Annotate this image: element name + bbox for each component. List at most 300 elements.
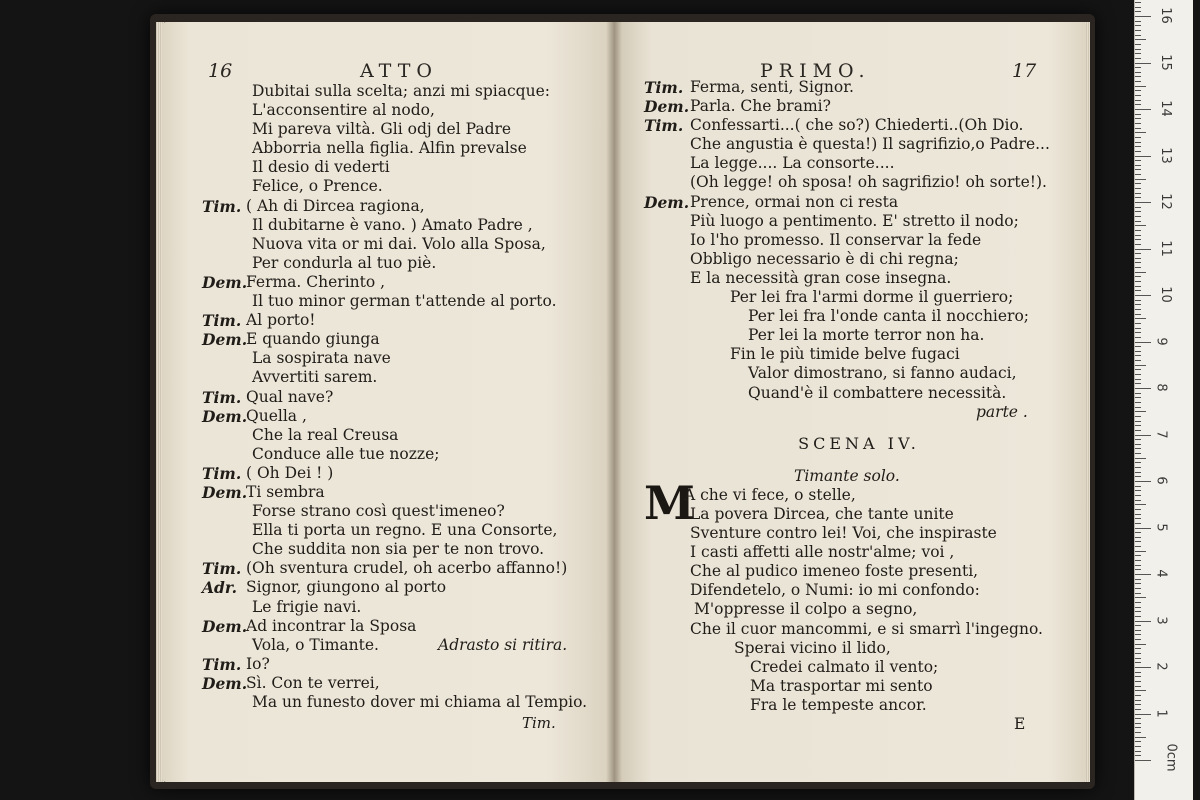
ruler-unit-label: 0cm [1163, 743, 1179, 772]
text-line [644, 288, 1074, 307]
ruler-tick [1135, 625, 1141, 626]
ruler-tick [1135, 523, 1141, 524]
text-line [644, 524, 1074, 543]
ruler-tick [1135, 258, 1141, 259]
ruler-tick [1135, 239, 1141, 240]
ruler-tick [1135, 611, 1141, 612]
ruler-tick [1135, 514, 1141, 515]
ruler-tick [1135, 546, 1141, 547]
text-line [644, 116, 1074, 135]
ruler-tick [1135, 402, 1141, 403]
page-number: 16 [208, 60, 233, 82]
ruler-tick [1135, 290, 1141, 291]
text-line [202, 483, 612, 502]
ruler-tick [1135, 718, 1141, 719]
text-line [644, 97, 1074, 116]
line-text: Forse strano così quest'imeneo? [252, 502, 505, 521]
ruler-tick [1135, 681, 1141, 682]
ruler-tick [1135, 407, 1141, 408]
text-line [644, 581, 1074, 600]
ruler-tick [1135, 262, 1141, 263]
ruler-tick [1135, 286, 1141, 287]
line-text: Parla. Che brami? [690, 97, 831, 116]
text-line [644, 620, 1074, 639]
ruler-number: 15 [1157, 53, 1173, 71]
ruler-number: 4 [1153, 569, 1169, 578]
text-line [202, 464, 612, 483]
ruler-tick [1135, 616, 1141, 617]
text-line [202, 502, 612, 521]
ruler-number: 10 [1157, 286, 1173, 303]
line-text: Che angustia è questa!) Il sagrifizio,o Padre... [690, 135, 1050, 154]
ruler-tick [1135, 658, 1141, 659]
ruler-tick [1135, 602, 1141, 603]
line-text: Ella ti porta un regno. E una Consorte, [252, 521, 558, 540]
text-line [644, 543, 1074, 562]
ruler-tick [1135, 430, 1141, 431]
ruler-tick [1135, 21, 1141, 22]
ruler-tick [1135, 532, 1141, 533]
speaker-label: Tim. [202, 463, 242, 483]
ruler-tick [1135, 151, 1141, 152]
ruler-tick [1135, 235, 1141, 236]
ruler-tick [1135, 30, 1141, 31]
ruler-tick [1135, 355, 1141, 356]
ruler-tick [1135, 690, 1146, 691]
ruler-tick [1135, 462, 1141, 463]
text-line [202, 617, 612, 636]
text-line [644, 345, 1074, 364]
text-line [202, 559, 612, 578]
line-text: La povera Dircea, che tante unite [690, 504, 954, 523]
ruler-tick [1135, 337, 1141, 338]
line-text: Confessarti...( che so?) Chiederti..(Oh Dio. [690, 116, 1024, 135]
text-line [202, 330, 612, 349]
line-text: Quella , [246, 406, 307, 425]
ruler-tick [1135, 132, 1146, 133]
ruler-tick [1135, 197, 1141, 198]
ruler-number: 1 [1153, 708, 1169, 718]
ruler-tick [1135, 72, 1141, 73]
line-text: Mi pareva viltà. Gli odj del Padre [252, 120, 512, 139]
line-text: Io l'ho promesso. Il conservar la fede [690, 230, 982, 249]
line-text: Ferma, senti, Signor. [690, 78, 854, 96]
text-line [202, 598, 612, 617]
ruler-tick [1135, 100, 1141, 101]
line-text: Sperai vicino il lido, [734, 638, 891, 657]
ruler-tick [1135, 565, 1141, 566]
ruler-tick [1135, 388, 1151, 389]
ruler-tick [1135, 486, 1141, 487]
ruler-tick [1135, 700, 1141, 701]
ruler-tick [1135, 760, 1151, 761]
ruler-tick [1135, 634, 1141, 635]
ruler-tick [1135, 221, 1141, 222]
ruler-tick [1135, 458, 1146, 459]
speaker-label: Tim. [202, 654, 242, 674]
text-line [202, 521, 612, 540]
ruler-tick [1135, 272, 1146, 273]
speaker-label: Dem. [644, 192, 690, 212]
ruler-tick [1135, 662, 1141, 663]
line-text: Fra le tempeste ancor. [750, 695, 927, 714]
line-text: ( Ah di Dircea ragiona, [246, 196, 425, 215]
ruler-tick [1135, 495, 1141, 496]
speaker-label: Tim. [644, 78, 684, 97]
line-text: ( Oh Dei ! ) [246, 463, 334, 482]
ruler-tick [1135, 751, 1141, 752]
speaker-label: Dem. [202, 330, 248, 350]
ruler-tick [1135, 188, 1141, 189]
ruler-tick [1135, 137, 1141, 138]
text-line [202, 445, 612, 464]
drop-cap: M [644, 475, 695, 530]
line-text: A che vi fece, o stelle, [684, 485, 856, 504]
ruler-tick [1135, 695, 1141, 696]
ruler-tick [1135, 411, 1146, 412]
line-text: E la necessità gran cose insegna. [690, 268, 952, 287]
line-text: Ma trasportar mi sento [750, 676, 933, 695]
ruler-tick [1135, 146, 1141, 147]
text-line [644, 562, 1074, 581]
text-line [202, 139, 612, 158]
line-text: Che suddita non sia per te non trovo. [252, 540, 545, 559]
ruler-tick [1135, 109, 1151, 110]
ruler-tick [1135, 397, 1141, 398]
ruler-tick [1135, 569, 1141, 570]
ruler-number: 2 [1153, 662, 1169, 671]
ruler-tick [1135, 86, 1146, 87]
text-line [202, 197, 612, 216]
ruler-tick [1135, 365, 1146, 366]
ruler-tick [1135, 737, 1146, 738]
ruler-tick [1135, 253, 1141, 254]
line-text: Le frigie navi. [252, 597, 362, 616]
ruler-tick [1135, 709, 1141, 710]
text-line [644, 173, 1074, 192]
ruler-tick [1135, 472, 1141, 473]
ruler-number: 6 [1153, 476, 1169, 485]
line-text: Più luogo a pentimento. E' stretto il nodo; [690, 211, 1019, 230]
line-text: Per condurla al tuo piè. [252, 253, 437, 272]
text-line [644, 696, 1074, 715]
ruler-tick [1135, 723, 1141, 724]
line-text: Difendetelo, o Numi: io mi confondo: [690, 581, 980, 600]
text-line [644, 658, 1074, 677]
line-text: Vola, o Timante. [252, 635, 379, 654]
ruler-tick [1135, 332, 1141, 333]
running-head: ATTO [360, 60, 438, 82]
line-text: La legge.... La consorte.... [690, 154, 895, 173]
text-line [202, 426, 612, 445]
text-line [202, 693, 612, 712]
ruler-number: 13 [1157, 146, 1173, 164]
ruler-tick [1135, 551, 1146, 552]
ruler-tick [1135, 35, 1141, 36]
text-line [202, 101, 612, 120]
text-line [202, 292, 612, 311]
ruler-tick [1135, 518, 1141, 519]
ruler-number: 5 [1153, 522, 1169, 532]
line-text: Per lei fra l'onde canta il nocchiero; [748, 307, 1030, 326]
text-line [644, 364, 1074, 383]
left-text-block [202, 82, 612, 712]
stage-direction: Adrasto si ritira. [438, 635, 568, 654]
text-line [202, 349, 612, 368]
ruler-tick [1135, 118, 1141, 119]
ruler-tick [1135, 304, 1141, 305]
ruler-tick [1135, 467, 1141, 468]
text-line [202, 311, 612, 330]
speaker-label: Tim. [202, 559, 242, 579]
line-text: Conduce alle tue nozze; [252, 444, 440, 463]
line-text: Ad incontrar la Sposa [246, 616, 417, 635]
line-text: Sventure contro lei! Voi, che inspiraste [690, 524, 997, 543]
measurement-ruler [1134, 0, 1193, 800]
text-line [202, 120, 612, 139]
text-line [644, 326, 1074, 345]
ruler-tick [1135, 2, 1141, 3]
ruler-tick [1135, 25, 1141, 26]
text-line [202, 388, 612, 407]
ruler-tick [1135, 704, 1141, 705]
speaker-label: Tim. [202, 196, 242, 216]
ruler-tick [1135, 267, 1141, 268]
ruler-tick [1135, 448, 1141, 449]
ruler-tick [1135, 653, 1141, 654]
line-text: Ferma. Cherinto , [246, 272, 386, 291]
ruler-tick [1135, 309, 1141, 310]
book-gutter [606, 22, 622, 782]
ruler-tick [1135, 314, 1141, 315]
ruler-tick [1135, 90, 1141, 91]
line-text: Valor dimostrano, si fanno audaci, [748, 364, 1017, 383]
line-text: L'acconsentire al nodo, [252, 101, 435, 120]
ruler-number: 9 [1153, 336, 1169, 346]
ruler-tick [1135, 230, 1141, 231]
ruler-tick [1135, 44, 1141, 45]
catchword: Tim. [522, 714, 556, 732]
ruler-number: 3 [1153, 615, 1169, 625]
text-line [644, 154, 1074, 173]
text-line [202, 177, 612, 196]
ruler-tick [1135, 342, 1151, 343]
text-line [202, 216, 612, 235]
text-line [202, 655, 612, 674]
ruler-tick [1135, 244, 1141, 245]
ruler-tick [1135, 142, 1141, 143]
ruler-tick [1135, 104, 1141, 105]
text-line [644, 505, 1074, 524]
ruler-tick [1135, 211, 1141, 212]
ruler-tick [1135, 439, 1141, 440]
ruler-tick [1135, 216, 1141, 217]
text-line [202, 273, 612, 292]
speaker-label: Dem. [202, 673, 248, 693]
ruler-tick [1135, 165, 1141, 166]
line-text: Avvertiti sarem. [252, 368, 378, 387]
ruler-tick [1135, 555, 1141, 556]
ruler-tick [1135, 444, 1141, 445]
line-text: (Oh legge! oh sposa! oh sagrifizio! oh sorte!). [690, 173, 1047, 192]
ruler-tick [1135, 160, 1141, 161]
text-line [644, 231, 1074, 250]
line-text: La sospirata nave [252, 349, 391, 368]
line-text: Che il cuor mancommi, e si smarrì l'ingegno. [690, 619, 1043, 638]
ruler-number: 12 [1157, 193, 1173, 210]
ruler-tick [1135, 425, 1141, 426]
text-line [202, 636, 612, 655]
ruler-tick [1135, 16, 1151, 17]
ruler-tick [1135, 746, 1141, 747]
ruler-tick [1135, 741, 1141, 742]
text-line [202, 407, 612, 426]
line-text: Dubitai sulla scelta; anzi mi spiacque: [252, 82, 550, 100]
ruler-tick [1135, 490, 1141, 491]
ruler-tick [1135, 481, 1151, 482]
line-text: Qual nave? [246, 387, 334, 406]
line-text: Il tuo minor german t'attende al porto. [252, 292, 557, 311]
ruler-tick [1135, 49, 1141, 50]
ruler-tick [1135, 11, 1141, 12]
scene-title: SCENA IV. [798, 433, 920, 453]
text-line [644, 486, 1074, 505]
line-text: Per lei fra l'armi dorme il guerriero; [730, 288, 1014, 307]
line-text: Prence, ormai non ci resta [690, 192, 899, 211]
line-text: Il dubitarne è vano. ) Amato Padre , [252, 215, 533, 234]
ruler-tick [1135, 114, 1141, 115]
ruler-tick [1135, 53, 1141, 54]
ruler-tick [1135, 300, 1141, 301]
line-text: Abborria nella figlia. Alfin prevalse [252, 139, 527, 158]
ruler-tick [1135, 379, 1141, 380]
ruler-tick [1135, 156, 1151, 157]
ruler-number: 8 [1153, 383, 1169, 392]
right-text-block [644, 78, 1074, 734]
ruler-tick [1135, 183, 1141, 184]
ruler-tick [1135, 202, 1151, 203]
text-line [202, 674, 612, 693]
line-text: Sì. Con te verrei, [246, 673, 380, 692]
scene-speaker: Timante solo. [794, 466, 900, 485]
ruler-tick [1135, 128, 1141, 129]
ruler-tick [1135, 732, 1141, 733]
line-text: M'oppresse il colpo a segno, [694, 600, 918, 619]
text-line [202, 540, 612, 559]
ruler-tick [1135, 249, 1151, 250]
ruler-tick [1135, 416, 1141, 417]
ruler-tick [1135, 76, 1141, 77]
text-line [644, 193, 1074, 212]
text-line [202, 82, 612, 101]
ruler-tick [1135, 579, 1141, 580]
ruler-tick [1135, 593, 1141, 594]
ruler-number: 7 [1153, 429, 1169, 439]
ruler-tick [1135, 644, 1146, 645]
speaker-label: Dem. [202, 482, 248, 502]
text-line [644, 78, 1074, 97]
ruler-tick [1135, 528, 1151, 529]
ruler-tick [1135, 560, 1141, 561]
ruler-tick [1135, 169, 1141, 170]
ruler-tick [1135, 504, 1146, 505]
ruler-tick [1135, 328, 1141, 329]
ruler-tick [1135, 676, 1141, 677]
exit-line [644, 403, 1074, 422]
text-line [644, 269, 1074, 288]
line-text: Il desio di vederti [252, 158, 390, 177]
ruler-tick [1135, 67, 1141, 68]
text-line [644, 212, 1074, 231]
speaker-label: Tim. [202, 311, 242, 331]
ruler-tick [1135, 374, 1141, 375]
text-line [644, 307, 1074, 326]
text-line [644, 600, 1074, 619]
line-text: Io? [246, 654, 270, 673]
speaker-label: Dem. [202, 616, 248, 636]
text-line [202, 158, 612, 177]
right-page [614, 22, 1086, 782]
text-line [644, 639, 1074, 658]
line-text: Ma un funesto dover mi chiama al Tempio. [252, 693, 588, 711]
ruler-tick [1135, 714, 1151, 715]
speaker-label: Dem. [202, 406, 248, 426]
speaker-label: Tim. [644, 116, 684, 136]
ruler-tick [1135, 421, 1141, 422]
exit-direction: parte . [976, 402, 1028, 421]
ruler-tick [1135, 537, 1141, 538]
ruler-tick [1135, 95, 1141, 96]
ruler-tick [1135, 351, 1141, 352]
ruler-tick [1135, 207, 1141, 208]
ruler-tick [1135, 755, 1141, 756]
ruler-tick [1135, 81, 1141, 82]
ruler-tick [1135, 541, 1141, 542]
line-text: Credei calmato il vento; [750, 657, 939, 676]
ruler-tick [1135, 225, 1146, 226]
ruler-tick [1135, 574, 1151, 575]
ruler-tick [1135, 323, 1141, 324]
ruler-tick [1135, 346, 1141, 347]
line-text: Che la real Creusa [252, 425, 399, 444]
ruler-tick [1135, 193, 1141, 194]
ruler-tick [1135, 7, 1141, 8]
ruler-tick [1135, 123, 1141, 124]
text-line [202, 368, 612, 387]
running-head: PRIMO. [760, 60, 871, 82]
ruler-tick [1135, 597, 1146, 598]
ruler-tick [1135, 607, 1141, 608]
ruler-tick [1135, 648, 1141, 649]
line-text: I casti affetti alle nostr'alme; voi , [690, 543, 955, 562]
signature-line [644, 715, 1074, 734]
line-text: Al porto! [246, 311, 316, 330]
ruler-tick [1135, 476, 1141, 477]
ruler-tick [1135, 276, 1141, 277]
line-text: Per lei la morte terror non ha. [748, 326, 985, 345]
ruler-tick [1135, 727, 1141, 728]
ruler-tick [1135, 383, 1141, 384]
ruler-tick [1135, 583, 1141, 584]
speaker-label: Dem. [202, 272, 248, 292]
ruler-tick [1135, 588, 1141, 589]
signature-mark: E [1014, 715, 1026, 733]
text-line [202, 254, 612, 273]
ruler-tick [1135, 393, 1141, 394]
line-text: Che al pudico imeneo foste presenti, [690, 562, 979, 581]
ruler-tick [1135, 281, 1141, 282]
ruler-number: 16 [1157, 7, 1173, 24]
